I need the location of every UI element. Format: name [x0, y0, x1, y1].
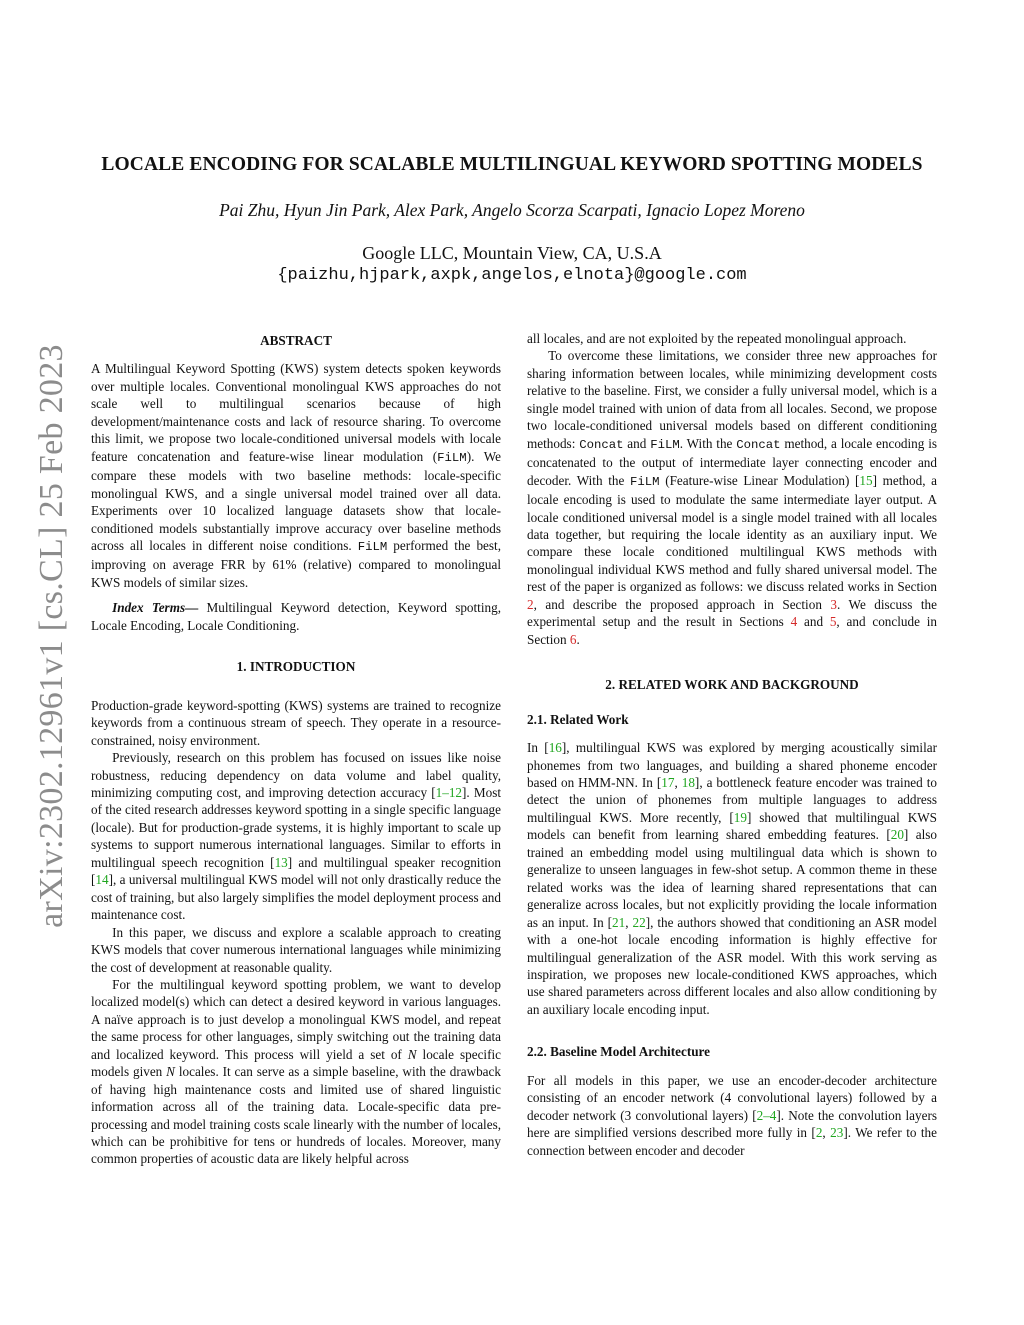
citation-link[interactable]: 16	[548, 740, 562, 756]
intro-heading: 1. INTRODUCTION	[236, 659, 356, 675]
section-link[interactable]: 6	[569, 631, 577, 647]
section-link[interactable]: 3	[830, 596, 837, 612]
related-work-paragraph: In [16], multilingual KWS was explored by merging acoustically similar phonemes from two languages, and building a shared phoneme encoder based on HMM-NN. In [17, 18], a bottleneck feature encoder was trained to detect the union of phonemes from multiple languages to address multilingual KWS. More recently, [19] showed that multilingual KWS models can benefit from learning shared embedding features. [20] also trained an embedding model using multilingual data which is shown to generalize to unseen languages in few-shot setup. A common theme in these related works was the idea of learning shared representations that can generalize across locales, but not explicitly providing the locale information as an input. In [21, 22], the authors showed that conditioning an ASR model with a one-hot locale encoding information is highly effective for multilingual generalization of the ASR model. With this work serving as inspiration, we proposes new locale-conditioned KWS approaches, which use shared parameters across different locales and also allow conditioning by an auxiliary locale encoding input.	[527, 740, 938, 1017]
citation-link[interactable]: 17	[661, 774, 675, 790]
citation-link[interactable]: 19	[733, 809, 747, 825]
code-film: FiLM	[630, 474, 660, 489]
citation-link[interactable]: 18	[681, 774, 695, 790]
intro-continuation: all locales, and are not exploited by the repeated monolingual approach.	[527, 331, 907, 346]
citation-link[interactable]: 20	[890, 827, 904, 843]
subsection-baseline-architecture: 2.2. Baseline Model Architecture	[527, 1044, 711, 1060]
affiliation: Google LLC, Mountain View, CA, U.S.A	[362, 243, 662, 263]
intro-paragraph-1: Production-grade keyword-spotting (KWS) systems are trained to recognize keywords from a continuous stream of speech. They operate in a resource-constrained, noisy environment.	[91, 697, 501, 748]
index-terms-label: Index Terms—	[112, 600, 199, 616]
intro-paragraph-2: Previously, research on this problem has focused on issues like noise robustness, reducing dependency on data volume and label quality, minimizing computing cost, and improving detection accuracy [1–12]. Most of the cited research addresses keyword spotting in a single specific language (locale). But for production-grade systems, it is highly important to scale up systems to support numerous international languages. Similar to efforts in multilingual speech recognition [13] and multilingual speaker recognition [14], a universal multilingual KWS model will not only drastically reduce the cost of training, but also largely simplifies the model deployment process and maintenance cost.	[91, 750, 501, 923]
code-film: FiLM	[437, 450, 467, 465]
citation-link[interactable]: 2–4	[756, 1107, 777, 1123]
author-emails: {paizhu,hjpark,axpk,angelos,elnota}@google.com	[277, 266, 747, 285]
section-link[interactable]: 4	[790, 614, 798, 630]
code-film: FiLM	[357, 539, 388, 554]
intro-paragraph-4: For the multilingual keyword spotting problem, we want to develop localized model(s) which can detect a desired keyword in various languages. A naïve approach is to just develop a monolingual KWS model, and repeat the same process for other languages, simply switching out the training data and localized keyword. This process will yield a set of N locale specific models given N locales. It can serve as a simple baseline, with the drawback of having high maintenance costs and limited use of shared linguistic information across all of the training data. Locale-specific data pre-processing and model training costs scale linearly with the number of locales, which can be prohibitive for tens or hundreds of locales. Moreover, many common properties of acoustic data are likely helpful across	[91, 976, 501, 1167]
math-var-n: N	[166, 1064, 175, 1080]
author-list: Pai Zhu, Hyun Jin Park, Alex Park, Angelo Scorza Scarpati, Ignacio Lopez Moreno	[219, 200, 805, 220]
left-column	[91, 330, 501, 1168]
section-link[interactable]: 5	[829, 614, 837, 630]
intro-paragraph-3: In this paper, we discuss and explore a scalable approach to creating KWS models that cover numerous international languages while minimizing the cost of development at reasonable quality.	[91, 924, 501, 975]
related-work-heading: 2. RELATED WORK AND BACKGROUND	[605, 677, 859, 693]
code-concat: Concat	[579, 437, 624, 452]
baseline-paragraph: For all models in this paper, we use an encoder-decoder architecture consisting of an encoder network (4 convolutional layers) followed by a decoder network (3 convolutional layers) [2–4]. Note the convolution layers here are simplified versions described more fully in [2, 23]. We refer to the connection between encoder and decoder	[527, 1072, 937, 1158]
citation-link[interactable]: 1–12	[435, 784, 462, 800]
code-concat: Concat	[736, 437, 781, 452]
abstract-text: A Multilingual Keyword Spotting (KWS) system detects spoken keywords over multiple locales. Conventional monolingual KWS approaches do not scale well to multilingual scenarios because of high development/maintenance costs and lack of resource sharing. To overcome this limit, we propose two locale-conditioned universal models with locale feature concatenation and feature-wise linear modulation (FiLM). We compare these models with two baseline methods: locale-specific monolingual KWS, and a single universal model trained over all data. Experiments over 10 localized language datasets show that locale-conditioned models substantially improve accuracy over baseline methods across all locales in different noise conditions. FiLM performed the best, improving on average FRR by 61% (relative) compared to monolingual KWS models of similar sizes.	[91, 361, 502, 590]
citation-link[interactable]: 21	[612, 914, 626, 930]
right-column	[527, 330, 937, 1159]
citation-link[interactable]: 23	[830, 1125, 844, 1141]
citation-link[interactable]: 13	[274, 854, 288, 870]
section-link[interactable]: 2	[527, 596, 534, 612]
abstract-heading: ABSTRACT	[260, 333, 332, 348]
intro-paragraph-5: To overcome these limitations, we consider three new approaches for sharing information between locales, while minimizing development costs relative to the baseline. First, we consider a fully universal model, which is a single model trained with union of data from all locales. Second, we propose two locale-conditioned universal models based on different conditioning methods: Concat and FiLM. With the Concat method, a locale encoding is concatenated to the output of intermediate layer connecting encoder and decoder. With the FiLM (Feature-wise Linear Modulation) [15] method, a locale encoding is used to modulate the same intermediate layer output. A locale conditioned universal model is a single model trained with all locales data together, but requiring the locale identity as an auxiliary input. We compare these locale conditioned multilingual KWS methods with monolingual individual KWS method and fully shared universal model. The rest of the paper is organized as follows: we discuss related works in Section 2, and describe the proposed approach in Section 3. We discuss the experimental setup and the result in Sections 4 and 5, and conclude in Section 6.	[527, 348, 938, 647]
citation-link[interactable]: 14	[95, 872, 109, 888]
citation-link[interactable]: 15	[859, 472, 873, 488]
code-film: FiLM	[650, 437, 680, 452]
citation-link[interactable]: 2	[815, 1125, 823, 1141]
paper-title: LOCALE ENCODING FOR SCALABLE MULTILINGUAL KEYWORD SPOTTING MODELS	[101, 154, 923, 175]
index-terms: Index Terms— Multilingual Keyword detection, Keyword spotting, Locale Encoding, Locale Conditioning.	[91, 600, 501, 633]
subsection-related-work: 2.1. Related Work	[527, 711, 629, 727]
math-var-n: N	[407, 1046, 417, 1062]
citation-link[interactable]: 22	[632, 914, 646, 930]
arxiv-stamp: arXiv:2302.12961v1 [cs.CL] 25 Feb 2023	[33, 344, 70, 928]
